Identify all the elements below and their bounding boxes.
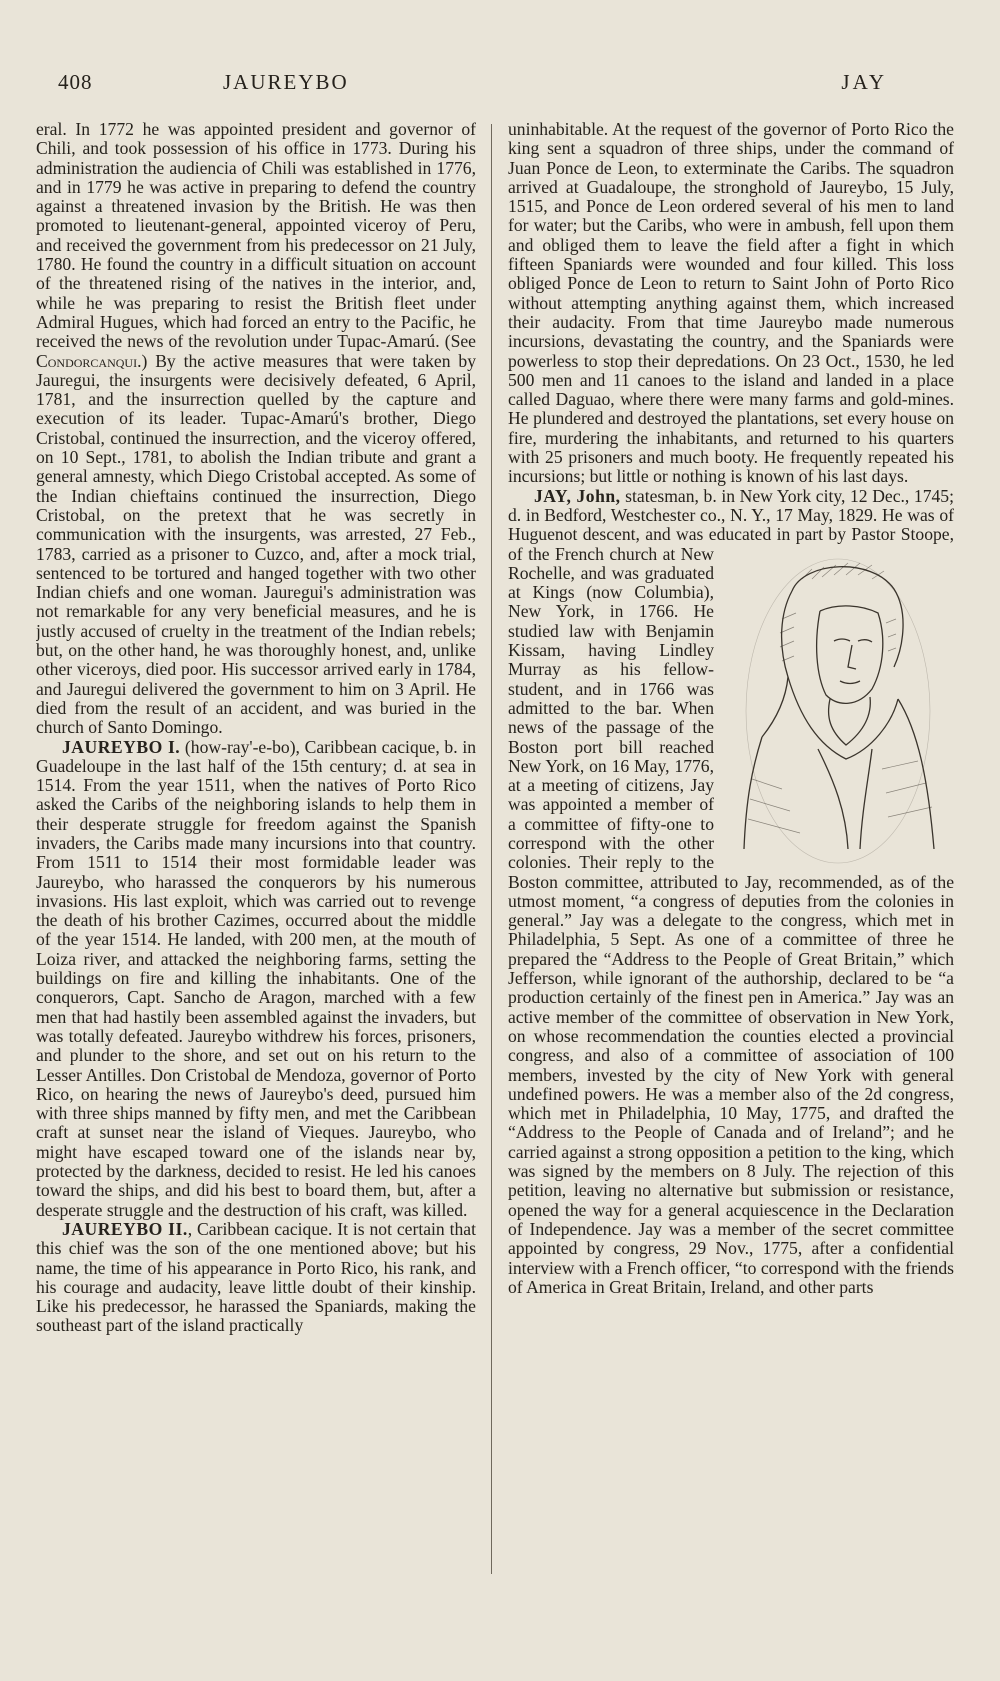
cross-reference: Condorcanqui. — [36, 350, 142, 371]
jay-entry — [508, 487, 954, 1297]
page-number: 408 — [58, 70, 93, 94]
john-jay-portrait — [722, 549, 954, 867]
left-running-head: JAUREYBO — [223, 70, 349, 94]
jaureybo-i-entry — [36, 738, 476, 1220]
jauregui-entry-continuation — [36, 120, 476, 738]
jaureybo-ii-continuation: uninhabitable. At the request of the governor of Porto Rico the king sent a squadron of three ships, under the command of Juan Ponce de Leon, to exterminate the Caribs. The squadron arrived at Guadaloupe, the stronghold of Jaureybo, 15 July, 1515, and Ponce de Leon ordered several of his men to land for water; but the Caribs, who were in ambush, fell upon them and obliged them to leave the field after a fight in which fifteen Spaniards were wounded and four killed. This loss obliged Ponce de Leon to return to Saint John of Porto Rico without attempting anything against them, which increased their audacity. From that time Jaureybo made numerous incursions, devastating the country, and the Spaniards were powerless to stop their depredations. On 23 Oct., 1530, he led 500 men and 11 canoes to the island and landed in a place called Daguao, where there were many farms and gold-mines. He plundered and destroyed the plantations, set every house on fire, murdering the inhabitants, and returned to his quarters with 25 prisoners and much booty. He frequently repeated his incursions; but little or nothing is known of his last days. — [508, 120, 954, 487]
jay-text: French church at New Rochelle, and was graduated at Kings (now Columbia), New York, in 1766. He studied law with Benjamin Kissam, having Lindley Murray as his fellow-student, and in 1766 was admitted to the bar. When news of the passage of the Boston port bill reached New York, on 16 May, 1776, at a meeting of citizens, Jay was appointed a member of a committee of fifty-one to correspond with the other colonies. Their reply to the Boston committee, attributed to Jay, recommended, as of the utmost moment, “a congress of deputies from the colonies in general.” Jay was a delegate to the congress, which met in Philadelphia, 5 Sept. As one of a committee of three he prepared the “Address to the People of Great Britain,” which Jefferson, while ignorant of the authorship, declared to be “a production certainly of the finest pen in America.” Jay was an active member of the committee of observation in New York, on whose recommendation the counties elected a provincial congress, and also of a committee of association of 100 members, invested by the city of New York with general undefined powers. He was a member also of the 2d congress, which met in Philadelphia, 10 May, 1775, and drafted the “Address to the People of Canada and of Ireland”; and he carried against a strong opposition a petition to the king, which was signed by the members on 8 July. The rejection of this petition, leaving no alternative but submission or resistance, opened the way for a general acquiescence in the Declaration of Independence. Jay was a member of the secret committee appointed by congress, 29 Nov., 1775, after a confidential interview with a French officer, “to correspond with the friends of America in Great Britain, Ireland, and other parts — [508, 543, 954, 1297]
jaureybo-ii-headword: JAUREYBO II. — [62, 1218, 188, 1239]
jaureybo-ii-text: , Caribbean cacique. It is not certain that this chief was the son of the one mentioned above; but his name, the time of his appearance in Porto Rico, his rank, and his courage and audacity, leave little doubt of their kinship. Like his predecessor, he harassed the Spaniards, making the southeast part of the island practically — [36, 1218, 476, 1336]
jauregui-text-tail: ) By the active measures that were taken by Jauregui, the insurgents were decisively defeated, 6 April, 1781, and the insurrection quelled by the capture and execution of its leader. Tupac-Amarú's brother, Diego Cristobal, continued the insurrection, and the viceroy offered, on 10 Sept., 1781, to abolish the Indian tribute and grant a general amnesty, which Diego Cristobal accepted. As some of the Indian chieftains continued the insurrection, Diego Cristobal, on the pretext that he was secretly in communication with the insurgents, was arrested, 27 Feb., 1783, carried as a prisoner to Cuzco, and, after a mock trial, sentenced to be tortured and hanged together with two other Indian chiefs and one woman. Jauregui's administration was not remarkable for any very beneficial measures, and he is justly accused of cruelty in the treatment of the Indian rebels; but, on the other hand, he was thoroughly honest, and, unlike other viceroys, died poor. His successor arrived early in 1784, and Jauregui delivered the government to him on 3 April. He died from the result of an accident, and was buried in the church of Santo Domingo. — [36, 350, 476, 738]
jaureybo-i-headword: JAUREYBO I. — [62, 736, 181, 757]
jay-headword: JAY, John, — [534, 485, 621, 506]
jaureybo-ii-entry — [36, 1220, 476, 1336]
running-header — [58, 70, 942, 100]
jaureybo-i-text: (how-ray'-e-bo), Caribbean cacique, b. in Guadeloupe in the last half of the 15th century; d. at sea in 1514. From the year 1511, when the natives of Porto Rico asked the Caribs of the neighboring islands to help them in their desperate struggle for freedom against the Spanish invaders, the Caribs made many incursions into that country. From 1511 to 1514 their most formidable leader was Jaureybo, who harassed the conquerors by his numerous invasions. His last exploit, which was carried out to revenge the death of his brother Cazimes, occurred about the middle of the year 1514. He landed, with 200 men, at the mouth of Loiza river, and attacked the neighboring farms, setting the buildings on fire and killing the inhabitants. One of the conquerors, Capt. Sancho de Aragon, marched with a few men that had hastily been assembled against the invaders, but was totally defeated. Jaureybo withdrew his forces, prisoners, and plunder to the shore, and set out on his return to the Lesser Antilles. Don Cristobal de Mendoza, governor of Porto Rico, on hearing the news of Jaureybo's deed, pursued him with three ships manned by fifty men, and met the Caribbean craft at sunset near the island of Vieques. Jaureybo, who might have escaped toward one of the islands near by, protected by the darkness, decided to resist. He led his canoes toward the ships, and did his best to board them, but, after a desperate struggle and the destruction of his craft, was killed. — [36, 736, 476, 1220]
right-running-head: JAY — [841, 70, 887, 94]
column-divider — [491, 124, 492, 1574]
portrait-engraving — [722, 549, 954, 867]
right-column — [508, 120, 954, 1590]
left-column — [36, 120, 476, 1590]
jay-lead-text: statesman, b. in New York city, 12 Dec., 1745; d. in Bedford, Westchester co., N. Y., 17 May, 1829. He was of Huguenot descent, and was educated in part by Pastor Stoope, of the — [508, 485, 954, 564]
jauregui-text: eral. In 1772 he was appointed president and governor of Chili, and took possession of his office in 1773. During his administration the audiencia of Chili was established in 1776, and in 1779 he was active in preparing to defend the country against a threatened invasion by the British. He was then promoted to lieutenant-general, appointed viceroy of Peru, and received the government from his predecessor on 21 July, 1780. He found the country in a difficult situation on account of the threatened rising of the natives in the interior, and, while he was preparing to resist the British fleet under Admiral Hugues, which had forced an entry to the Pacific, he received the news of the revolution under Tupac-Amarú. (See — [36, 120, 476, 352]
